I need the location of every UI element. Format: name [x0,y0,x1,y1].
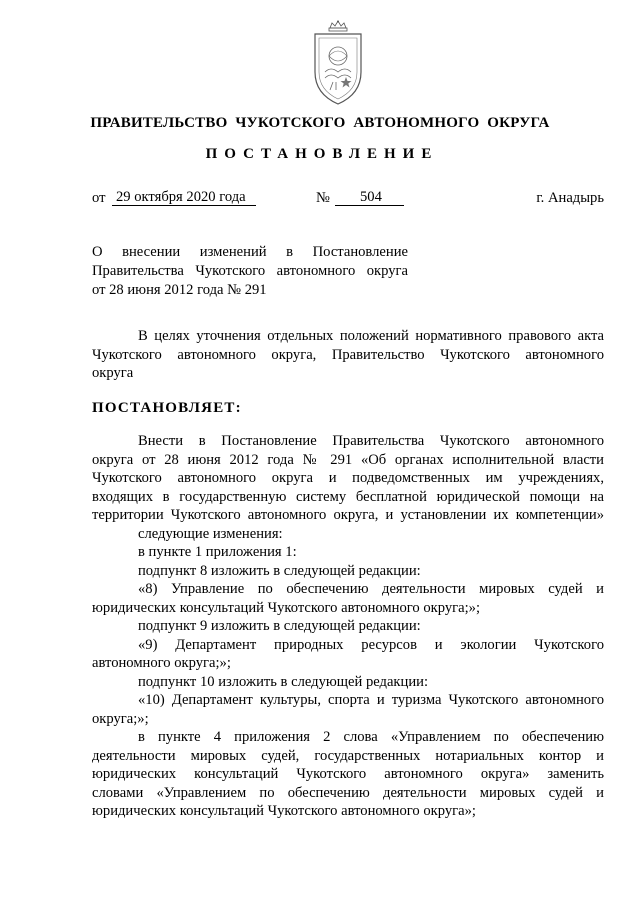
preamble [92,327,604,383]
government-title: ПРАВИТЕЛЬСТВО ЧУКОТСКОГО АВТОНОМНОГО ОКРУГА [90,115,550,131]
subject-line: О внесении изменений в Постановление [92,244,408,260]
body-line: округа от 28 июня 2012 года № 291 «Об органах исполнительной власти [92,451,604,468]
date-value: 29 октября 2020 года [116,189,246,205]
body-line: деятельности мировых судей, государственных нотариальных контор и [92,747,604,764]
body-line: Внести в Постановление Правительства Чукотского автономного [138,433,604,449]
date-prefix: от [92,190,106,206]
body-line: в пункте 4 приложения 2 слова «Управлением по обеспечению [138,729,604,745]
body-line: «9) Департамент природных ресурсов и экологии Чукотского [138,636,604,653]
body-line: юридических консультаций Чукотского автономного округа;»; [92,599,481,616]
body-line: округа;»; [92,710,149,727]
coat-of-arms-emblem [303,20,373,106]
number-field [335,190,404,206]
body-line: словами «Управлением по обеспечению деятельности мировых судей и [92,784,604,801]
preamble-line: Чукотского автономного округа, Правительство Чукотского автономного [92,346,604,363]
body-line: подпункт 9 изложить в следующей редакции: [138,618,421,634]
document-subject [92,243,408,300]
decree-heading: ПОСТАНОВЛЯЕТ: [92,400,242,416]
body-line: юридических консультаций Чукотского автономного округа»; [92,803,476,819]
document-meta-line [92,190,604,210]
body-line: в пункте 1 приложения 1: [138,544,297,560]
body-line: «10) Департамент культуры, спорта и туризма Чукотского автономного [138,692,604,708]
decree-body [92,432,604,821]
body-line: подпункт 10 изложить в следующей редакции: [138,673,429,690]
body-line: Чукотского автономного округа и подведомственных им учреждениях, [92,470,604,486]
preamble-line: округа [92,365,134,381]
document-type-title: ПОСТАНОВЛЕНИЕ [205,146,439,162]
body-line: юридических консультаций Чукотского автономного округа» заменить [92,766,604,782]
preamble-line: В целях уточнения отдельных положений нормативного правового акта [138,328,604,344]
city-label: г. Анадырь [536,190,604,206]
subject-line: Правительства Чукотского автономного округа [92,263,408,279]
body-line: входящих в государственную систему бесплатной юридической помощи на [92,488,604,505]
subject-line: от 28 июня 2012 года № 291 [92,282,267,298]
body-line: территории Чукотского автономного округа, и установлении их компетенции» [92,507,604,523]
date-field [112,190,256,206]
body-line: автономного округа;»; [92,655,231,671]
number-value: 504 [360,189,382,205]
body-line: следующие изменения: [138,525,283,542]
body-line: подпункт 8 изложить в следующей редакции: [138,562,421,579]
number-prefix: № [316,190,330,206]
body-line: «8) Управление по обеспечению деятельности мировых судей и [138,581,604,597]
